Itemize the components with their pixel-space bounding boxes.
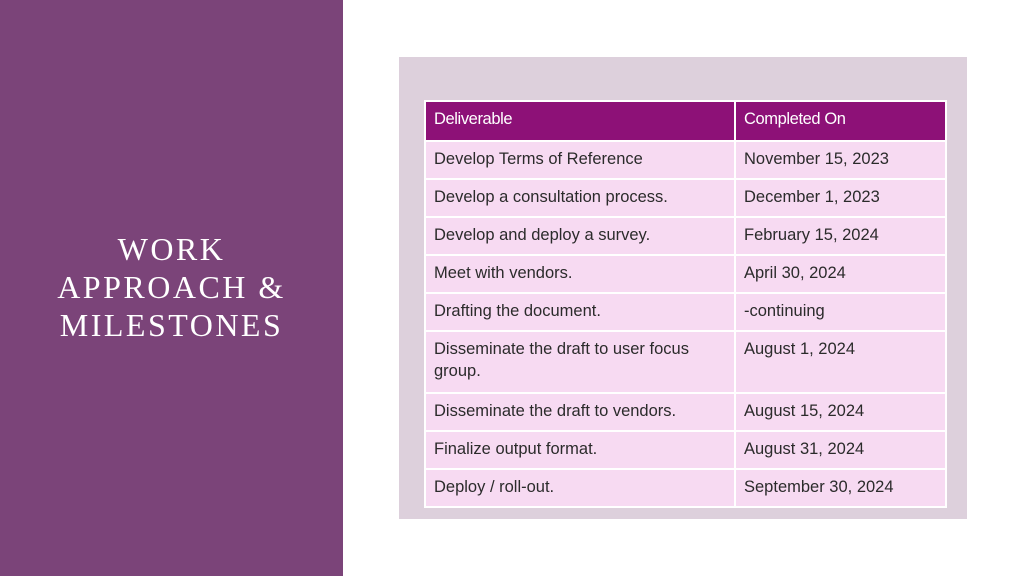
completed-on-cell: December 1, 2023 — [735, 179, 946, 217]
table-header-row — [425, 101, 946, 141]
completed-on-cell: November 15, 2023 — [735, 141, 946, 179]
deliverable-cell: Develop Terms of Reference — [425, 141, 735, 179]
completed-on-cell: August 15, 2024 — [735, 393, 946, 431]
table-row — [425, 179, 946, 217]
completed-on-cell: August 1, 2024 — [735, 331, 946, 393]
completed-on-cell: February 15, 2024 — [735, 217, 946, 255]
slide-title — [0, 230, 343, 344]
table-row — [425, 141, 946, 179]
deliverable-cell: Deploy / roll-out. — [425, 469, 735, 507]
slide-title-line-3: MILESTONES — [59, 307, 284, 343]
table-row — [425, 469, 946, 507]
deliverable-cell: Develop a consultation process. — [425, 179, 735, 217]
deliverable-cell: Disseminate the draft to user focus group. — [425, 331, 735, 393]
deliverable-cell: Finalize output format. — [425, 431, 735, 469]
completed-on-cell: August 31, 2024 — [735, 431, 946, 469]
table-row — [425, 431, 946, 469]
completed-on-cell: -continuing — [735, 293, 946, 331]
milestones-table — [424, 100, 947, 508]
completed-on-cell: September 30, 2024 — [735, 469, 946, 507]
table-row — [425, 255, 946, 293]
title-sidebar — [0, 0, 343, 576]
table-row — [425, 217, 946, 255]
table-row — [425, 293, 946, 331]
slide-title-line-2: APPROACH & — [57, 269, 286, 305]
deliverable-cell: Disseminate the draft to vendors. — [425, 393, 735, 431]
slide-title-line-1: WORK — [117, 231, 226, 267]
header-deliverable: Deliverable — [425, 101, 735, 141]
deliverable-cell: Meet with vendors. — [425, 255, 735, 293]
header-completed-on: Completed On — [735, 101, 946, 141]
deliverable-cell: Drafting the document. — [425, 293, 735, 331]
completed-on-cell: April 30, 2024 — [735, 255, 946, 293]
table-row — [425, 393, 946, 431]
deliverable-cell: Develop and deploy a survey. — [425, 217, 735, 255]
table-row — [425, 331, 946, 393]
